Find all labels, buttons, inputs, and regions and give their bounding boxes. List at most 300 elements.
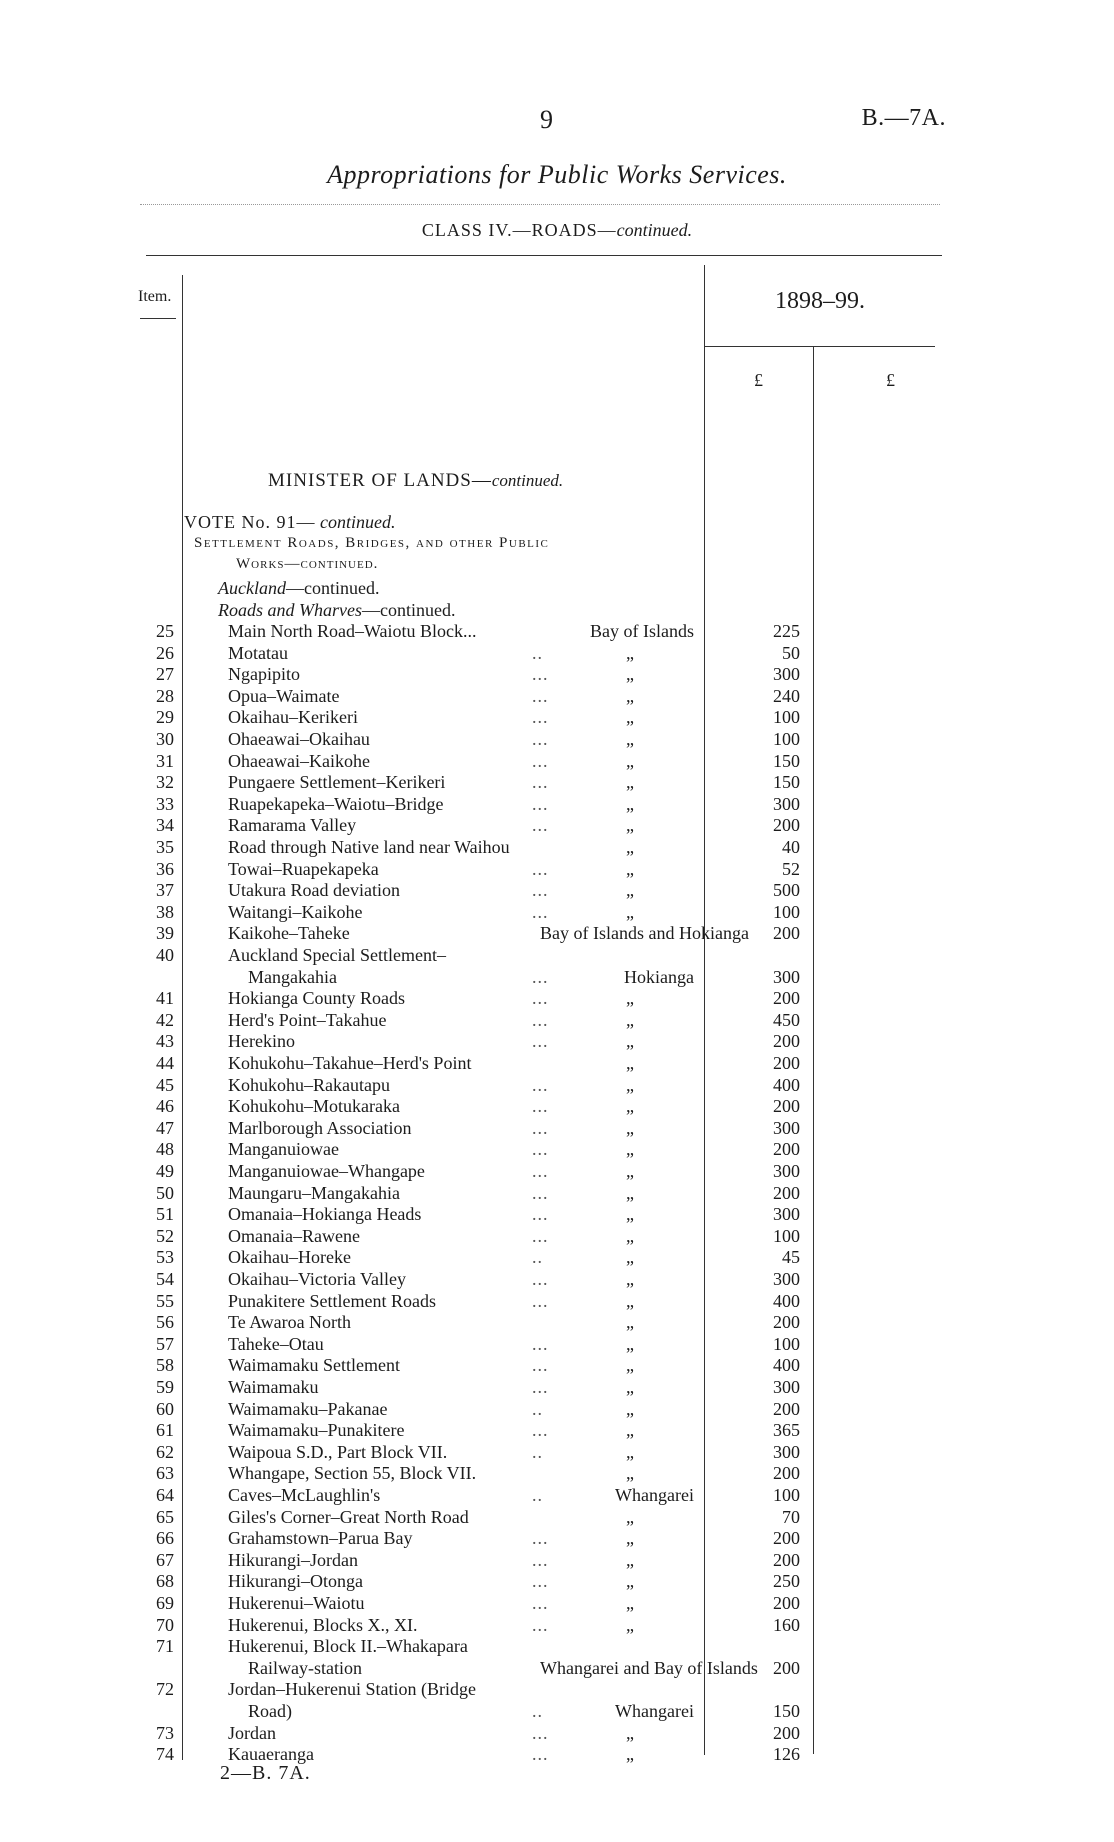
item-description: Waimamaku–Punakitere (228, 1420, 405, 1441)
item-number: 38 (156, 901, 174, 922)
item-description: Te Awaroa North (228, 1312, 352, 1333)
item-district: „ (626, 1333, 634, 1354)
item-description: Herd's Point–Takahue (228, 1009, 387, 1030)
item-amount: 200 (773, 1722, 800, 1743)
item-number: 25 (156, 621, 174, 641)
table-row (0, 1570, 1114, 1592)
item-district: „ (626, 1074, 634, 1095)
item-district: „ (626, 1377, 634, 1397)
item-number: 73 (156, 1722, 174, 1743)
item-amount: 200 (773, 1031, 800, 1052)
region-continued: —continued. (285, 578, 380, 598)
item-district: „ (626, 1744, 634, 1765)
item-district: „ (626, 858, 634, 879)
table-row (0, 944, 1114, 966)
item-number: 59 (156, 1377, 174, 1397)
leader-dots: .. (532, 642, 543, 663)
item-amount: 300 (773, 1377, 800, 1397)
item-number: 33 (156, 793, 174, 814)
item-amount: 200 (773, 1096, 800, 1117)
item-number: 61 (156, 1420, 174, 1441)
item-description: Waimamaku–Pakanae (228, 1398, 388, 1419)
item-description: Towai–Ruapekapeka (228, 858, 379, 879)
item-number: 52 (156, 1225, 174, 1246)
leader-dots: ... (532, 858, 549, 879)
item-description: Waimamaku (228, 1377, 319, 1397)
item-number: 60 (156, 1398, 174, 1419)
item-district: Whangarei and Bay of Islands (540, 1657, 758, 1678)
leader-dots: ... (532, 1139, 549, 1160)
leader-dots: ... (532, 1614, 549, 1635)
item-description: Ohaeawai–Okaihau (228, 729, 370, 749)
item-amount: 300 (773, 1161, 800, 1181)
item-number: 46 (156, 1096, 174, 1117)
item-number: 28 (156, 685, 174, 706)
item-description: Hukerenui–Waiotu (228, 1593, 365, 1613)
leader-dots: ... (532, 1204, 549, 1225)
item-number: 72 (156, 1679, 174, 1700)
item-description: Opua–Waimate (228, 685, 340, 706)
item-description: Caves–McLaughlin's (228, 1485, 381, 1505)
item-description: Giles's Corner–Great North Road (228, 1506, 469, 1527)
item-description: Kohukohu–Takahue–Herd's Point (228, 1053, 472, 1073)
table-row (0, 1549, 1114, 1571)
item-number: 53 (156, 1247, 174, 1268)
item-description: Hokianga County Roads (228, 988, 405, 1009)
item-amount: 45 (782, 1247, 800, 1268)
item-description: Omanaia–Rawene (228, 1225, 360, 1246)
table-row (0, 620, 1114, 642)
item-number: 31 (156, 750, 174, 771)
item-district: „ (626, 1182, 634, 1203)
table-row (0, 987, 1114, 1009)
table-row (0, 1354, 1114, 1376)
region-name: Auckland (218, 578, 286, 598)
item-district: „ (626, 1204, 634, 1225)
leader-dots: ... (532, 1377, 549, 1397)
leader-dots: ... (532, 1528, 549, 1549)
item-amount: 100 (773, 1225, 800, 1246)
table-row (0, 879, 1114, 901)
settlement-heading-line2: Works—continued. (236, 556, 379, 572)
table-row (0, 1743, 1114, 1765)
leader-dots: ... (532, 901, 549, 922)
leader-dots: ... (532, 1549, 549, 1570)
item-number: 55 (156, 1290, 174, 1311)
item-district: „ (626, 750, 634, 771)
table-row (0, 1074, 1114, 1096)
item-district: „ (626, 1549, 634, 1570)
table-row (0, 1722, 1114, 1744)
item-amount: 150 (773, 1701, 800, 1721)
table-row (0, 814, 1114, 836)
table-row (0, 1506, 1114, 1528)
item-amount: 500 (773, 880, 800, 901)
year-head-rule (705, 346, 935, 347)
leader-dots: ... (532, 1096, 549, 1117)
item-number: 68 (156, 1571, 174, 1592)
subregion-continued: —continued. (361, 600, 456, 620)
item-number: 42 (156, 1009, 174, 1030)
item-number: 62 (156, 1441, 174, 1462)
item-number: 35 (156, 837, 174, 857)
table-row (0, 901, 1114, 923)
settlement-heading-line1: Settlement Roads, Bridges, and other Public (194, 535, 550, 551)
item-district: Bay of Islands (590, 621, 694, 641)
item-amount: 300 (773, 1441, 800, 1462)
table-row (0, 1376, 1114, 1398)
item-description: Hikurangi–Jordan (228, 1549, 358, 1570)
leader-dots: ... (532, 1269, 549, 1289)
item-amount: 100 (773, 729, 800, 749)
item-description: Kohukohu–Motukaraka (228, 1096, 400, 1117)
item-district: „ (626, 1269, 634, 1289)
page-number: 9 (540, 105, 553, 134)
class-subtitle (0, 220, 1114, 241)
table-row (0, 685, 1114, 707)
item-description: Waimamaku Settlement (228, 1355, 401, 1376)
leader-dots: ... (532, 988, 549, 1009)
subregion-name: Roads and Wharves (218, 600, 362, 620)
item-description: Waitangi–Kaikohe (228, 901, 363, 922)
item-amount: 200 (773, 1312, 800, 1333)
subtitle-continued: continued. (616, 220, 693, 240)
item-amount: 200 (773, 1398, 800, 1419)
vote-title: VOTE No. 91— (184, 512, 316, 532)
leader-dots: ... (532, 1031, 549, 1052)
table-row (0, 922, 1114, 944)
item-description: Kaikohe–Taheke (228, 923, 350, 944)
item-description: Punakitere Settlement Roads (228, 1290, 436, 1311)
item-district: „ (626, 1312, 634, 1333)
table-row (0, 750, 1114, 772)
item-district: „ (626, 1614, 634, 1635)
item-district: Bay of Islands and Hokianga (540, 923, 749, 944)
table-top-rule (146, 255, 942, 256)
table-row (0, 642, 1114, 664)
item-amount: 400 (773, 1355, 800, 1376)
item-number: 65 (156, 1506, 174, 1527)
item-number: 71 (156, 1636, 174, 1657)
item-district: „ (626, 1009, 634, 1030)
table-row (0, 706, 1114, 728)
leader-dots: .. (532, 1441, 543, 1462)
item-amount: 200 (773, 1182, 800, 1203)
item-description: Whangape, Section 55, Block VII. (228, 1463, 477, 1484)
item-number: 66 (156, 1528, 174, 1549)
leader-dots: ... (532, 880, 549, 901)
table-row (0, 728, 1114, 750)
item-amount: 150 (773, 772, 800, 793)
item-description: Omanaia–Hokianga Heads (228, 1204, 422, 1225)
item-number: 64 (156, 1485, 174, 1505)
item-description: Ruapekapeka–Waiotu–Bridge (228, 793, 444, 814)
item-description: Manganuiowae (228, 1139, 339, 1160)
leader-dots: ... (532, 750, 549, 771)
table-row (0, 1182, 1114, 1204)
item-description: Manganuiowae–Whangape (228, 1161, 425, 1181)
item-number: 41 (156, 988, 174, 1009)
item-number: 36 (156, 858, 174, 879)
item-description: Taheke–Otau (228, 1333, 324, 1354)
leader-dots: ... (532, 1009, 549, 1030)
item-description: Motatau (228, 642, 288, 663)
leader-dots: ... (532, 664, 549, 685)
table-row (0, 1462, 1114, 1484)
subregion-heading (218, 600, 455, 621)
item-description: Ohaeawai–Kaikohe (228, 750, 370, 771)
table-row (0, 1419, 1114, 1441)
item-number: 47 (156, 1117, 174, 1138)
item-number: 30 (156, 729, 174, 749)
item-number: 58 (156, 1355, 174, 1376)
item-description: Auckland Special Settlement– (228, 945, 446, 965)
section-minister (268, 470, 563, 492)
item-district: „ (626, 1225, 634, 1246)
item-amount: 52 (782, 858, 800, 879)
item-description-continued: Railway-station (248, 1657, 362, 1678)
item-district: „ (626, 837, 634, 857)
item-district: „ (626, 880, 634, 901)
item-description: Okaihau–Horeke (228, 1247, 351, 1268)
leader-dots: ... (532, 1290, 549, 1311)
item-district: „ (626, 1506, 634, 1527)
leader-dots: ... (532, 1333, 549, 1354)
item-district: „ (626, 772, 634, 793)
table-row (0, 793, 1114, 815)
table-row-continuation (0, 966, 1114, 988)
item-district: „ (626, 1031, 634, 1052)
item-description-continued: Mangakahia (248, 966, 337, 987)
item-district: „ (626, 793, 634, 814)
item-district: „ (626, 988, 634, 1009)
table-row (0, 1398, 1114, 1420)
leader-dots: ... (532, 815, 549, 836)
item-district: „ (626, 1463, 634, 1484)
table-row (0, 1052, 1114, 1074)
leader-dots: ... (532, 1074, 549, 1095)
leader-dots: ... (532, 685, 549, 706)
currency-header-1: £ (754, 370, 763, 390)
item-description: Utakura Road deviation (228, 880, 400, 901)
item-number: 57 (156, 1333, 174, 1354)
item-amount: 200 (773, 1053, 800, 1073)
item-amount: 100 (773, 1485, 800, 1505)
leader-dots: ... (532, 707, 549, 728)
item-number: 56 (156, 1312, 174, 1333)
table-row (0, 1095, 1114, 1117)
minister-title: MINISTER OF LANDS— (268, 470, 492, 491)
leader-dots: ... (532, 1117, 549, 1138)
item-description: Herekino (228, 1031, 295, 1052)
item-district: „ (626, 685, 634, 706)
item-district: Hokianga (624, 966, 694, 987)
table-row (0, 1635, 1114, 1657)
item-number: 34 (156, 815, 174, 836)
item-description: Road through Native land near Waihou (228, 837, 510, 857)
item-amount: 200 (773, 1657, 800, 1678)
page-footer: 2—B. 7A. (220, 1762, 311, 1784)
item-district: „ (626, 1593, 634, 1613)
item-amount: 200 (773, 1463, 800, 1484)
table-row (0, 1484, 1114, 1506)
item-district: „ (626, 1355, 634, 1376)
item-number: 37 (156, 880, 174, 901)
item-amount: 200 (773, 923, 800, 944)
leader-dots: ... (532, 772, 549, 793)
item-number: 74 (156, 1744, 174, 1765)
item-description: Hukerenui, Block II.–Whakapara (228, 1636, 468, 1657)
item-district: „ (626, 1722, 634, 1743)
page-title: Appropriations for Public Works Services. (327, 160, 787, 189)
item-amount: 250 (773, 1571, 800, 1592)
vote-heading (184, 512, 395, 533)
item-number: 44 (156, 1053, 174, 1073)
item-number: 45 (156, 1074, 174, 1095)
item-district: „ (626, 1290, 634, 1311)
table-row (0, 1203, 1114, 1225)
leader-dots: ... (532, 1161, 549, 1181)
item-description: Grahamstown–Parua Bay (228, 1528, 413, 1549)
item-number: 26 (156, 642, 174, 663)
item-amount: 100 (773, 901, 800, 922)
table-row (0, 663, 1114, 685)
table-row (0, 1117, 1114, 1139)
item-amount: 126 (773, 1744, 800, 1765)
item-amount: 300 (773, 664, 800, 685)
item-number: 54 (156, 1269, 174, 1289)
leader-dots: ... (532, 1571, 549, 1592)
item-description: Ramarama Valley (228, 815, 357, 836)
item-description: Hukerenui, Blocks X., XI. (228, 1614, 418, 1635)
item-district: Whangarei (615, 1701, 694, 1721)
item-district: Whangarei (615, 1485, 694, 1505)
item-description: Okaihau–Kerikeri (228, 707, 358, 728)
leader-dots: ... (532, 1593, 549, 1613)
item-amount: 200 (773, 1528, 800, 1549)
item-district: „ (626, 1528, 634, 1549)
item-district: „ (626, 707, 634, 728)
table-row (0, 1678, 1114, 1700)
item-number: 32 (156, 772, 174, 793)
leader-dots: ... (532, 1225, 549, 1246)
leader-dots: .. (532, 1247, 543, 1268)
currency-header-2: £ (886, 370, 895, 390)
subtitle-main: CLASS IV.—ROADS— (421, 220, 617, 240)
item-number: 70 (156, 1614, 174, 1635)
item-description: Kauaeranga (228, 1744, 314, 1765)
item-district: „ (626, 1161, 634, 1181)
table-row (0, 858, 1114, 880)
item-district: „ (626, 664, 634, 685)
table-row (0, 1441, 1114, 1463)
item-description: Kohukohu–Rakautapu (228, 1074, 390, 1095)
item-description-continued: Road) (248, 1701, 292, 1721)
vote-continued: continued. (320, 512, 396, 532)
leader-dots: ... (532, 729, 549, 749)
item-district: „ (626, 1420, 634, 1441)
item-amount: 200 (773, 988, 800, 1009)
item-amount: 300 (773, 966, 800, 987)
item-description: Waipoua S.D., Part Block VII. (228, 1441, 448, 1462)
table-row (0, 1246, 1114, 1268)
table-row (0, 1614, 1114, 1636)
item-amount: 365 (773, 1420, 800, 1441)
item-description: Marlborough Association (228, 1117, 412, 1138)
item-amount: 200 (773, 1139, 800, 1160)
item-amount: 40 (782, 837, 800, 857)
leader-dots: ... (532, 966, 549, 987)
item-description: Hikurangi–Otonga (228, 1571, 363, 1592)
item-amount: 200 (773, 815, 800, 836)
table-row (0, 1311, 1114, 1333)
item-amount: 400 (773, 1074, 800, 1095)
item-district: „ (626, 1398, 634, 1419)
table-row (0, 1009, 1114, 1031)
item-district: „ (626, 1139, 634, 1160)
item-number: 49 (156, 1161, 174, 1181)
item-district: „ (626, 1117, 634, 1138)
item-description: Jordan (228, 1722, 276, 1743)
item-district: „ (626, 815, 634, 836)
table-row (0, 1290, 1114, 1312)
table-row (0, 1268, 1114, 1290)
item-number: 39 (156, 923, 174, 944)
item-district: „ (626, 642, 634, 663)
item-amount: 240 (773, 685, 800, 706)
item-number: 40 (156, 945, 174, 965)
table-row (0, 836, 1114, 858)
item-description: Okaihau–Victoria Valley (228, 1269, 407, 1289)
leader-dots: ... (532, 1420, 549, 1441)
leader-dots: ... (532, 1182, 549, 1203)
item-number: 48 (156, 1139, 174, 1160)
item-amount: 200 (773, 1593, 800, 1613)
item-column-header: Item. (138, 288, 172, 305)
table-row (0, 1138, 1114, 1160)
leader-dots: ... (532, 793, 549, 814)
leader-dots: .. (532, 1701, 543, 1721)
table-row (0, 1592, 1114, 1614)
item-amount: 450 (773, 1009, 800, 1030)
item-number: 43 (156, 1031, 174, 1052)
item-district: „ (626, 1571, 634, 1592)
item-amount: 300 (773, 1204, 800, 1225)
item-description: Maungaru–Mangakahia (228, 1182, 400, 1203)
item-amount: 300 (773, 1117, 800, 1138)
region-heading (218, 578, 379, 599)
item-description: Jordan–Hukerenui Station (Bridge (228, 1679, 476, 1700)
title-rule (140, 204, 940, 205)
table-row-continuation (0, 1657, 1114, 1679)
leader-dots: .. (532, 1398, 543, 1419)
item-district: „ (626, 1096, 634, 1117)
table-row (0, 1527, 1114, 1549)
item-description: Pungaere Settlement–Kerikeri (228, 772, 446, 793)
item-amount: 100 (773, 707, 800, 728)
item-district: „ (626, 1247, 634, 1268)
item-amount: 300 (773, 1269, 800, 1289)
item-amount: 50 (782, 642, 800, 663)
document-reference: B.—7A. (861, 105, 946, 131)
item-number: 50 (156, 1182, 174, 1203)
minister-continued: continued. (491, 471, 564, 490)
item-amount: 200 (773, 1549, 800, 1570)
table-row (0, 771, 1114, 793)
table-row (0, 1333, 1114, 1355)
table-row-continuation (0, 1700, 1114, 1722)
table-row (0, 1160, 1114, 1182)
